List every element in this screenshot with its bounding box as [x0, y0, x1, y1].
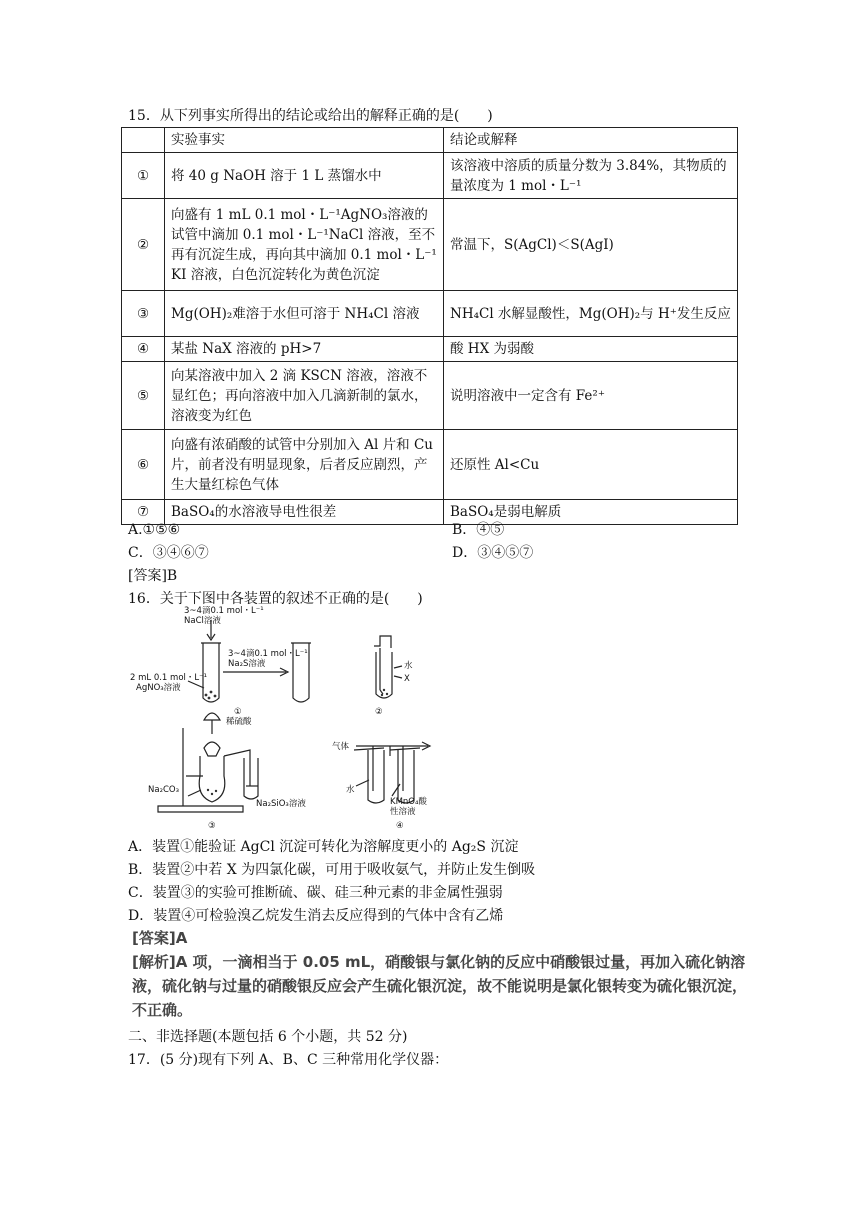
row-conclusion: NH₄Cl 水解显酸性，Mg(OH)₂与 H⁺发生反应 — [444, 291, 738, 337]
label-kmno4-1: KMnO₄酸 — [390, 797, 427, 807]
q16-analysis-line-2: 液，硫化钠与过量的硝酸银反应会产生硫化银沉淀，故不能说明是氯化银转变为硫化银沉淀， — [132, 977, 748, 995]
label-fig4: ④ — [396, 821, 404, 831]
row-num: ⑦ — [122, 500, 165, 525]
q15-option-b: B．④⑤ — [452, 522, 505, 538]
row-num: ② — [122, 199, 165, 291]
header-conclusion: 结论或解释 — [444, 128, 738, 153]
label-na2co3: Na₂CO₃ — [148, 785, 180, 795]
q15-table — [121, 127, 738, 525]
label-fig1: ① — [234, 707, 242, 717]
q17-question: 17．(5 分)现有下列 A、B、C 三种常用化学仪器： — [128, 1052, 449, 1068]
table-row — [122, 430, 738, 500]
row-fact: 某盐 NaX 溶液的 pH>7 — [165, 337, 444, 362]
row-conclusion: 还原性 Al<Cu — [444, 430, 738, 500]
row-num: ③ — [122, 291, 165, 337]
label-agno3-1: 2 mL 0.1 mol・L⁻¹ — [130, 673, 208, 683]
section-heading: 二、非选择题(本题包括 6 个小题，共 52 分) — [128, 1029, 408, 1045]
row-fact: 向盛有浓硝酸的试管中分别加入 Al 片和 Cu 片，前者没有明显现象，后者反应剧烈，产生大量红棕色气体 — [165, 430, 444, 500]
q16-analysis-line-3: 不正确。 — [132, 1001, 193, 1019]
header-fact: 实验事实 — [165, 128, 444, 153]
q15-question: 15．从下列事实所得出的结论或给出的解释正确的是( ) — [128, 108, 493, 124]
label-x: X — [404, 674, 410, 684]
table-row — [122, 500, 738, 525]
label-gas: 气体 — [332, 742, 350, 752]
row-fact: 向盛有 1 mL 0.1 mol・L⁻¹AgNO₃溶液的试管中滴加 0.1 mol・L⁻¹NaCl 溶液，至不再有沉淀生成，再向其中滴加 0.1 mol・L⁻¹ KI 溶液，白色沉淀转化为黄色沉淀 — [165, 199, 444, 291]
q16-option-b: B．装置②中若 X 为四氯化碳，可用于吸收氨气，并防止发生倒吸 — [128, 862, 536, 878]
label-na2s-1: 3~4滴0.1 mol・L⁻¹ — [228, 649, 308, 659]
q15-option-a: A.①⑤⑥ — [128, 522, 181, 538]
q16-analysis-line-1: [解析]A 项，一滴相当于 0.05 mL，硝酸银与氯化钠的反应中硝酸银过量，再加入硫化钠溶 — [132, 953, 746, 971]
table-header-row — [122, 128, 738, 153]
row-fact: 向某溶液中加入 2 滴 KSCN 溶液，溶液不显红色；再向溶液中加入几滴新制的氯水，溶液变为红色 — [165, 362, 444, 430]
row-fact: 将 40 g NaOH 溶于 1 L 蒸馏水中 — [165, 153, 444, 199]
q16-option-c: C．装置③的实验可推断硫、碳、硅三种元素的非金属性强弱 — [128, 885, 503, 901]
label-fig3: ③ — [208, 821, 216, 831]
label-nacl-1: 3~4滴0.1 mol・L⁻¹ — [184, 606, 264, 616]
q15-option-d: D．③④⑤⑦ — [452, 545, 534, 561]
q16-option-d: D．装置④可检验溴乙烷发生消去反应得到的气体中含有乙烯 — [128, 908, 504, 924]
q16-answer: [答案]A — [132, 929, 188, 947]
q16-question: 16．关于下图中各装置的叙述不正确的是( ) — [128, 591, 423, 607]
table-row — [122, 337, 738, 362]
label-water: 水 — [404, 661, 413, 671]
row-fact: BaSO₄的水溶液导电性很差 — [165, 500, 444, 525]
label-acid: 稀硫酸 — [226, 717, 252, 727]
label-nacl-2: NaCl溶液 — [184, 616, 221, 626]
table-row — [122, 153, 738, 199]
label-water-2: 水 — [346, 785, 355, 795]
row-conclusion: 该溶液中溶质的质量分数为 3.84%，其物质的量浓度为 1 mol・L⁻¹ — [444, 153, 738, 199]
table-row — [122, 199, 738, 291]
header-num — [122, 128, 165, 153]
q16-option-a: A．装置①能验证 AgCl 沉淀可转化为溶解度更小的 Ag₂S 沉淀 — [128, 839, 519, 855]
q15-option-c: C．③④⑥⑦ — [128, 545, 209, 561]
apparatus-figure — [128, 606, 458, 832]
label-agno3-2: AgNO₃溶液 — [136, 683, 181, 693]
q15-answer: [答案]B — [128, 568, 178, 584]
row-num: ④ — [122, 337, 165, 362]
table-row — [122, 362, 738, 430]
table-row — [122, 291, 738, 337]
label-na2s-2: Na₂S溶液 — [228, 659, 266, 669]
row-fact: Mg(OH)₂难溶于水但可溶于 NH₄Cl 溶液 — [165, 291, 444, 337]
row-num: ⑥ — [122, 430, 165, 500]
row-conclusion: BaSO₄是弱电解质 — [444, 500, 738, 525]
row-num: ① — [122, 153, 165, 199]
row-conclusion: 酸 HX 为弱酸 — [444, 337, 738, 362]
row-conclusion: 常温下，S(AgCl)＜S(AgI) — [444, 199, 738, 291]
row-conclusion: 说明溶液中一定含有 Fe²⁺ — [444, 362, 738, 430]
label-na2sio3: Na₂SiO₃溶液 — [256, 799, 306, 809]
label-kmno4-2: 性溶液 — [390, 807, 416, 817]
row-num: ⑤ — [122, 362, 165, 430]
label-fig2: ② — [375, 707, 383, 717]
